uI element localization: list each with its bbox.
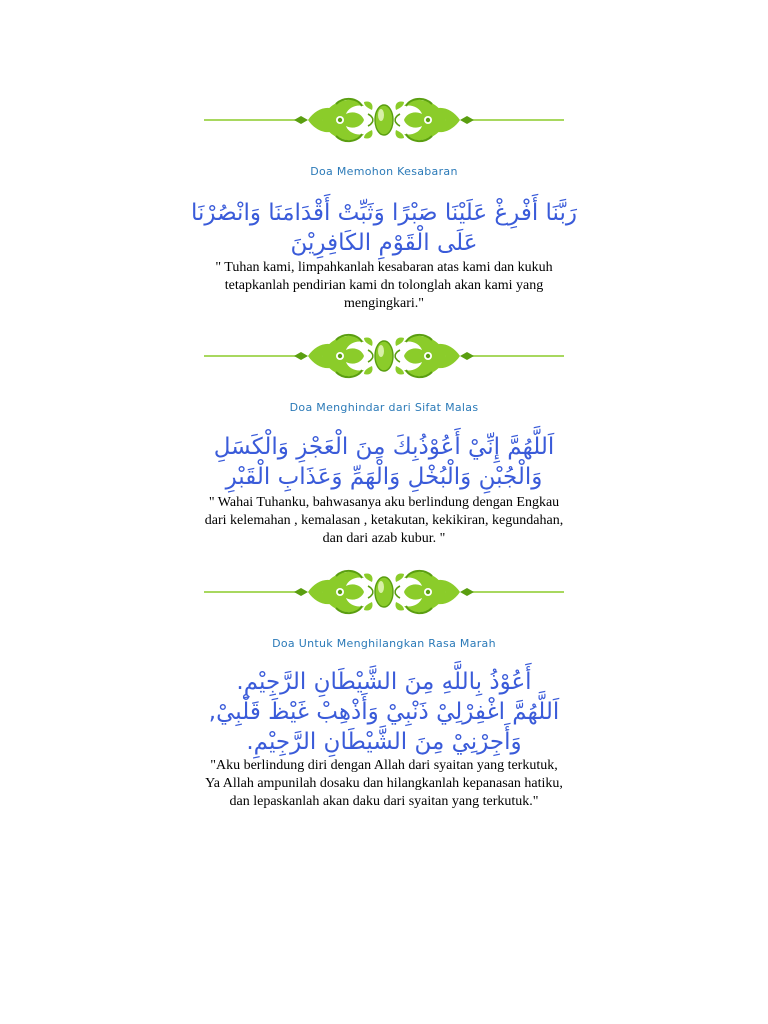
- arabic-line: وَالْجُبْنِ وَالْبُخْلِ وَالْهَمِّ وَعَذَابِ الْقَبْرِ: [225, 464, 543, 490]
- translation-line: dan lepaskanlah akan daku dari syaitan yang terkutuk.": [229, 794, 539, 809]
- arabic-text: [150, 198, 618, 258]
- arabic-line: اَللَّهُمَّ إِنِّيْ أَعُوْذُبِكَ مِنَ الْعَجْزِ وَالْكَسَلِ: [213, 434, 555, 460]
- translation-text: [170, 494, 598, 548]
- translation-text: [170, 259, 598, 313]
- floral-divider-icon: [204, 562, 564, 622]
- arabic-line: عَلَى الْقَوْمِ الكَافِرِيْنَ: [290, 230, 478, 256]
- section-title: Doa Untuk Menghilangkan Rasa Marah: [272, 637, 496, 650]
- arabic-line: وَأَجِرْنِيْ مِنَ الشَّيْطَانِ الرَّجِيْمِ.: [246, 729, 522, 755]
- floral-divider-icon: [204, 90, 564, 150]
- translation-line: dari kelemahan , kemalasan , ketakutan, kekikiran, kegundahan,: [204, 513, 564, 528]
- arabic-text: [150, 667, 618, 757]
- translation-text: [170, 757, 598, 811]
- translation-line: " Tuhan kami, limpahkanlah kesabaran atas kami dan kukuh: [215, 260, 553, 275]
- arabic-line: أَعُوْذُ بِاللَّهِ مِنَ الشَّيْطَانِ الرَّجِيْمِ.: [236, 669, 532, 695]
- arabic-line: رَبَّنَا أَفْرِغْ عَلَيْنَا صَبْرًا وَثَبِّتْ أَقْدَامَنَا وَانْصُرْنَا: [191, 200, 577, 226]
- translation-line: dan dari azab kubur. ": [322, 531, 446, 546]
- section-title: Doa Memohon Kesabaran: [310, 165, 458, 178]
- section-title: Doa Menghindar dari Sifat Malas: [289, 401, 479, 414]
- floral-divider-icon: [204, 326, 564, 386]
- translation-line: mengingkari.": [344, 296, 424, 311]
- translation-line: tetapkanlah pendirian kami dn tolonglah akan kami yang: [224, 278, 544, 293]
- translation-line: Ya Allah ampunilah dosaku dan hilangkanlah kepanasan hatiku,: [205, 776, 563, 791]
- arabic-text: [150, 432, 618, 492]
- arabic-line: اَللَّهُمَّ اغْفِرْلِيْ ذَنْبِيْ وَأَذْهِبْ غَيْظَ قَلْبِيْ,: [208, 699, 560, 725]
- translation-line: "Aku berlindung diri dengan Allah dari syaitan yang terkutuk,: [210, 758, 558, 773]
- translation-line: " Wahai Tuhanku, bahwasanya aku berlindung dengan Engkau: [208, 495, 560, 510]
